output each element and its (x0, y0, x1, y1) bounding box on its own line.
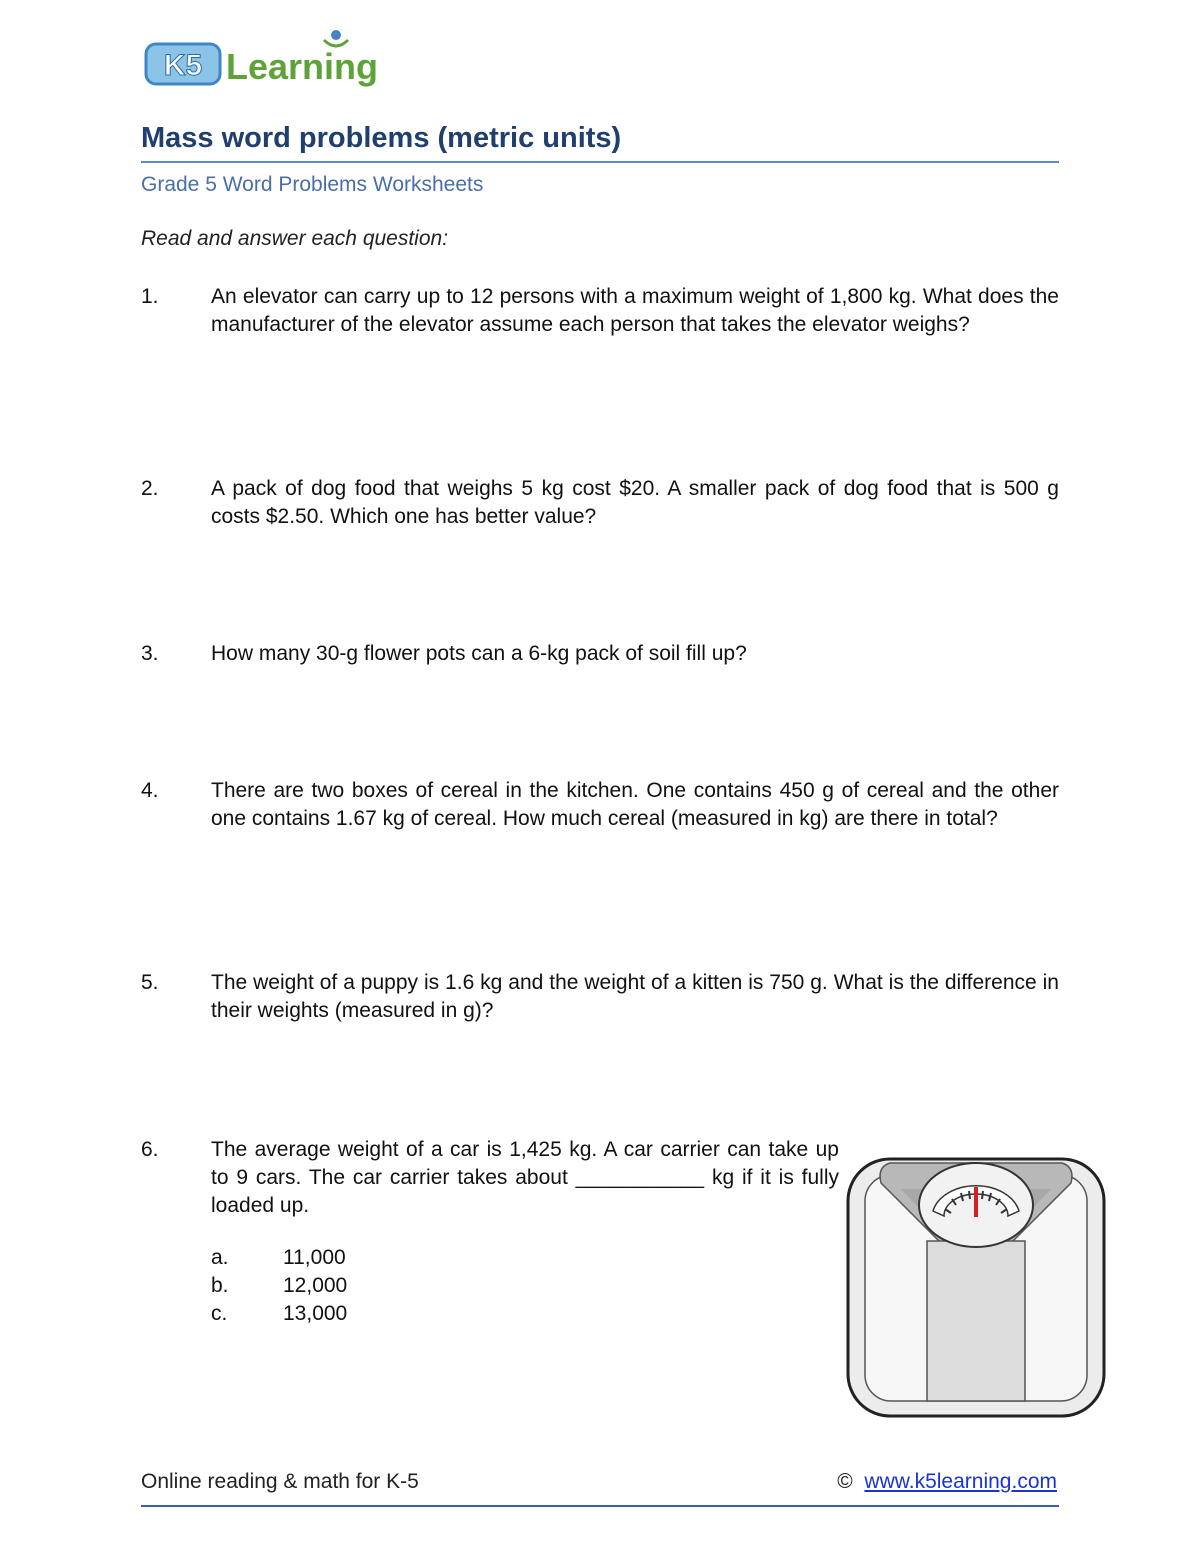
option-letter: c. (211, 1302, 228, 1325)
question-text: How many 30-g flower pots can a 6-kg pack of soil fill up? (211, 642, 747, 665)
logo-k5-text: K5 (163, 49, 203, 82)
option-b (211, 1272, 347, 1300)
question-number: 2. (141, 477, 159, 500)
question-number: 3. (141, 642, 159, 665)
copyright-symbol: © (837, 1470, 853, 1493)
instructions: Read and answer each question: (141, 227, 449, 250)
option-letter: a. (211, 1246, 229, 1269)
footer-divider (141, 1505, 1059, 1507)
option-value: 11,000 (283, 1246, 346, 1269)
k5-learning-logo (142, 26, 402, 88)
question-text: There are two boxes of cereal in the kitchen. One contains 450 g of cereal and the other one contains 1.67 kg of cereal. How much cereal (measured in kg) are there in total? (211, 779, 1059, 830)
question-number: 5. (141, 971, 159, 994)
option-a (211, 1244, 347, 1272)
option-value: 12,000 (283, 1274, 348, 1297)
question-number: 1. (141, 285, 159, 308)
question-number: 6. (141, 1138, 159, 1161)
option-value: 13,000 (283, 1302, 348, 1325)
question-number: 4. (141, 779, 159, 802)
footer-site (837, 1470, 1057, 1494)
answer-options (211, 1244, 347, 1328)
bathroom-scale-illustration (845, 1155, 1107, 1420)
footer-tagline: Online reading & math for K-5 (141, 1470, 419, 1493)
question-text: The average weight of a car is 1,425 kg. A car carrier can take up to 9 cars. The car carrier takes about ___________ kg if it is fully loaded up. (211, 1138, 839, 1217)
logo-learning-text: Learning (226, 46, 379, 87)
question-text: An elevator can carry up to 12 persons with a maximum weight of 1,800 kg. What does the manufacturer of the elevator assume each person that takes the elevator weighs? (211, 285, 1059, 336)
question-text: The weight of a puppy is 1.6 kg and the weight of a kitten is 750 g. What is the difference in their weights (measured in g)? (211, 971, 1059, 1022)
page-title: Mass word problems (metric units) (141, 119, 1059, 163)
question-text: A pack of dog food that weighs 5 kg cost $20. A smaller pack of dog food that is 500 g costs $2.50. Which one has better value? (211, 477, 1059, 528)
option-c (211, 1300, 347, 1328)
option-letter: b. (211, 1274, 229, 1297)
page-subtitle: Grade 5 Word Problems Worksheets (141, 173, 484, 196)
website-link[interactable]: www.k5learning.com (864, 1470, 1057, 1493)
